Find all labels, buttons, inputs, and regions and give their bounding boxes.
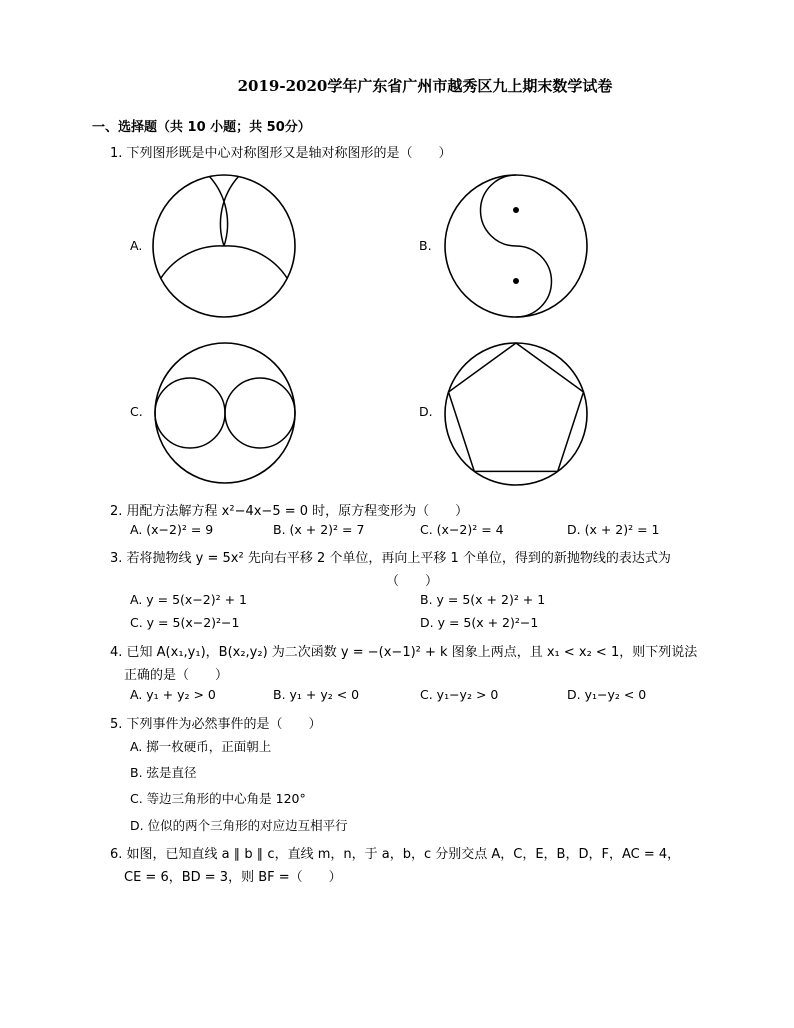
q3-option-d: D. y = 5(x + 2)²−1 [420, 615, 539, 630]
q4-option-a: A. y₁ + y₂ > 0 [130, 687, 216, 702]
q2-stem: 2. 用配方法解方程 x²−4x−5 = 0 时，原方程变形为（ ） [110, 504, 469, 519]
q3-option-b: B. y = 5(x + 2)² + 1 [420, 592, 546, 607]
q1-label-a: A. [130, 238, 143, 253]
q5-option-d: D. 位似的两个三角形的对应边互相平行 [130, 818, 348, 833]
page-title: 2019-2020学年广东省广州市越秀区九上期末数学试卷 [237, 77, 613, 95]
q1-label-d: D. [419, 404, 433, 419]
q5-stem: 5. 下列事件为必然事件的是（ ） [110, 717, 322, 732]
q3-paren: （ ） [386, 574, 439, 589]
q1-stem: 1. 下列图形既是中心对称图形又是轴对称图形的是（ ） [110, 146, 452, 161]
q4-stem-line1: 4. 已知 A(x₁,y₁)，B(x₂,y₂) 为二次函数 y = −(x−1)² + k 图象上两点，且 x₁ < x₂ < 1，则下列说法 [110, 645, 698, 660]
q6-stem-line2: CE = 6，BD = 3，则 BF =（ ） [124, 870, 342, 885]
q4-option-c: C. y₁−y₂ > 0 [420, 687, 499, 702]
q2-option-a: A. (x−2)² = 9 [130, 522, 214, 537]
q1-label-b: B. [419, 238, 432, 253]
q2-option-b: B. (x + 2)² = 7 [273, 522, 365, 537]
q5-option-c: C. 等边三角形的中心角是 120° [130, 791, 306, 806]
q2-option-c: C. (x−2)² = 4 [420, 522, 504, 537]
q3-option-c: C. y = 5(x−2)²−1 [130, 615, 240, 630]
q4-option-b: B. y₁ + y₂ < 0 [273, 687, 360, 702]
q1-label-c: C. [130, 404, 143, 419]
q3-option-a: A. y = 5(x−2)² + 1 [130, 592, 248, 607]
q4-option-d: D. y₁−y₂ < 0 [567, 687, 647, 702]
figure-a-three-arcs [148, 170, 300, 322]
q2-option-d: D. (x + 2)² = 1 [567, 522, 660, 537]
figure-d-pentagon [440, 338, 592, 490]
q6-stem-line1: 6. 如图，已知直线 a ∥ b ∥ c，直线 m，n，于 a，b，c 分别交点 A，C，E，B，D，F，AC = 4， [110, 847, 681, 862]
q3-stem: 3. 若将抛物线 y = 5x² 先向右平移 2 个单位，再向上平移 1 个单位，得到的新抛物线的表达式为 [110, 551, 671, 566]
figure-b-yin-yang [440, 170, 592, 322]
q5-option-a: A. 掷一枚硬币，正面朝上 [130, 739, 272, 754]
figure-c-two-circles [150, 338, 300, 488]
q4-stem-line2: 正确的是（ ） [124, 668, 229, 683]
section-heading: 一、选择题（共 10 小题；共 50分） [92, 120, 311, 135]
q5-option-b: B. 弦是直径 [130, 765, 197, 780]
